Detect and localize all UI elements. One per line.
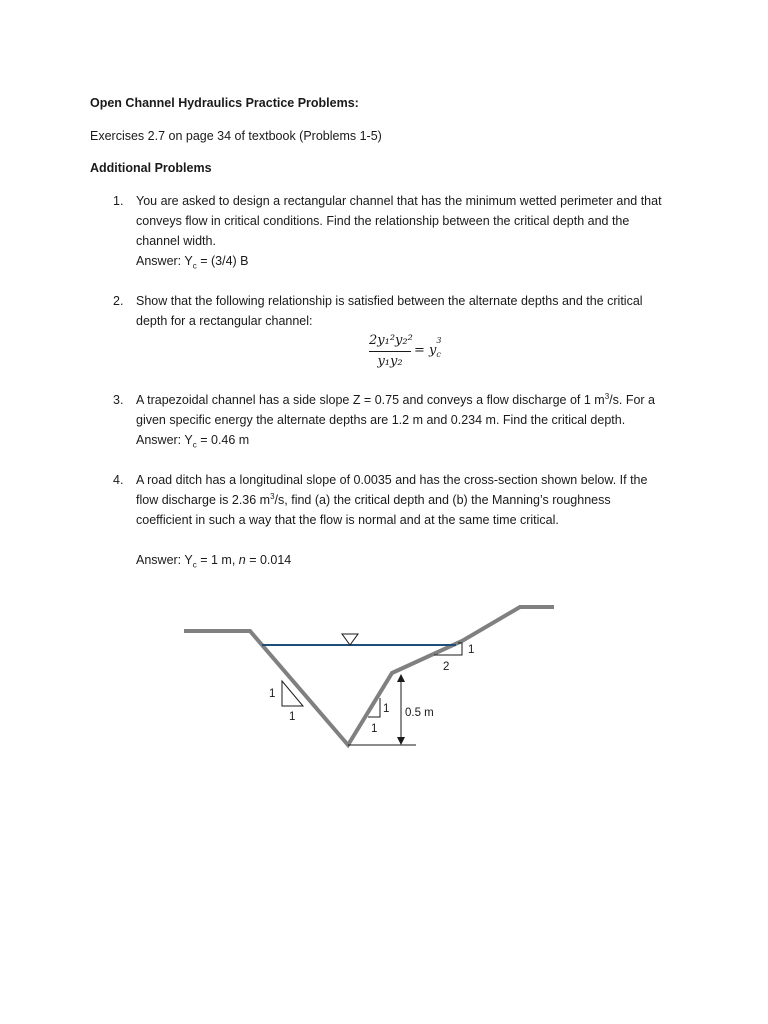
depth-arrow-bottom-icon xyxy=(397,737,405,745)
equation-numerator: 2y₁²y₂² xyxy=(369,333,413,348)
ditch-cross-section-diagram xyxy=(0,590,768,770)
depth-label: 0.5 m xyxy=(405,707,434,719)
equation-denominator: y₁y₂ xyxy=(377,354,403,369)
right-lower-rise-label: 1 xyxy=(383,703,390,715)
left-slope-rise-label: 1 xyxy=(269,688,276,700)
equation-rhs: = y c 3 xyxy=(414,336,442,359)
page-title: Open Channel Hydraulics Practice Problems: xyxy=(90,96,359,110)
left-slope-triangle xyxy=(282,681,303,706)
problem-2-number: 2. xyxy=(113,294,124,308)
left-slope-run-label: 1 xyxy=(289,711,296,723)
right-upper-rise-label: 1 xyxy=(468,644,475,656)
problem-1-line-2: conveys flow in critical conditions. Find the relationship between the critical depth and the xyxy=(136,214,630,228)
problem-4-line-2: flow discharge is 2.36 $m^3/s$, find (a) the critical depth and (b) the Manning’s roughness xyxy=(136,491,611,507)
problem-2-line-2: depth for a rectangular channel: xyxy=(136,314,313,328)
ground-profile xyxy=(184,607,554,745)
problem-3-line-1: A trapezoidal channel has a side slope Z = 0.75 and conveys a flow discharge of 1 $m^3/s$. For a xyxy=(136,391,655,407)
water-level-symbol-icon xyxy=(342,634,358,645)
problem-4-line-1: A road ditch has a longitudinal slope of 0.0035 and has the cross-section shown below. If the xyxy=(136,473,648,487)
right-lower-run-label: 1 xyxy=(371,723,378,735)
exercises-note: Exercises 2.7 on page 34 of textbook (Problems 1-5) xyxy=(90,129,382,143)
right-upper-run-label: 2 xyxy=(443,661,450,673)
depth-arrow-top-icon xyxy=(397,674,405,682)
problem-1-number: 1. xyxy=(113,194,124,208)
additional-heading: Additional Problems xyxy=(90,161,212,175)
problem-1-answer: Answer: $Y_c = (3/4)$ B xyxy=(136,254,249,271)
problem-3-number: 3. xyxy=(113,393,124,407)
equation-fraction-bar xyxy=(369,351,411,352)
problem-4-line-3: coefficient in such a way that the flow is normal and at the same time critical. xyxy=(136,513,559,527)
problem-1-line-1: You are asked to design a rectangular channel that has the minimum wetted perimeter and that xyxy=(136,194,662,208)
problem-3-line-2: given specific energy the alternate depths are 1.2 m and 0.234 m. Find the critical depth. xyxy=(136,413,626,427)
problem-3-answer: Answer: $Y_c = 0.46$ m xyxy=(136,433,250,450)
problem-4-answer: Answer: $Y_c = 1$ m, n = 0.014 xyxy=(136,553,292,570)
problem-4-number: 4. xyxy=(113,473,124,487)
problem-2-line-1: Show that the following relationship is satisfied between the alternate depths and the critical xyxy=(136,294,643,308)
problem-1-line-3: channel width. xyxy=(136,234,216,248)
